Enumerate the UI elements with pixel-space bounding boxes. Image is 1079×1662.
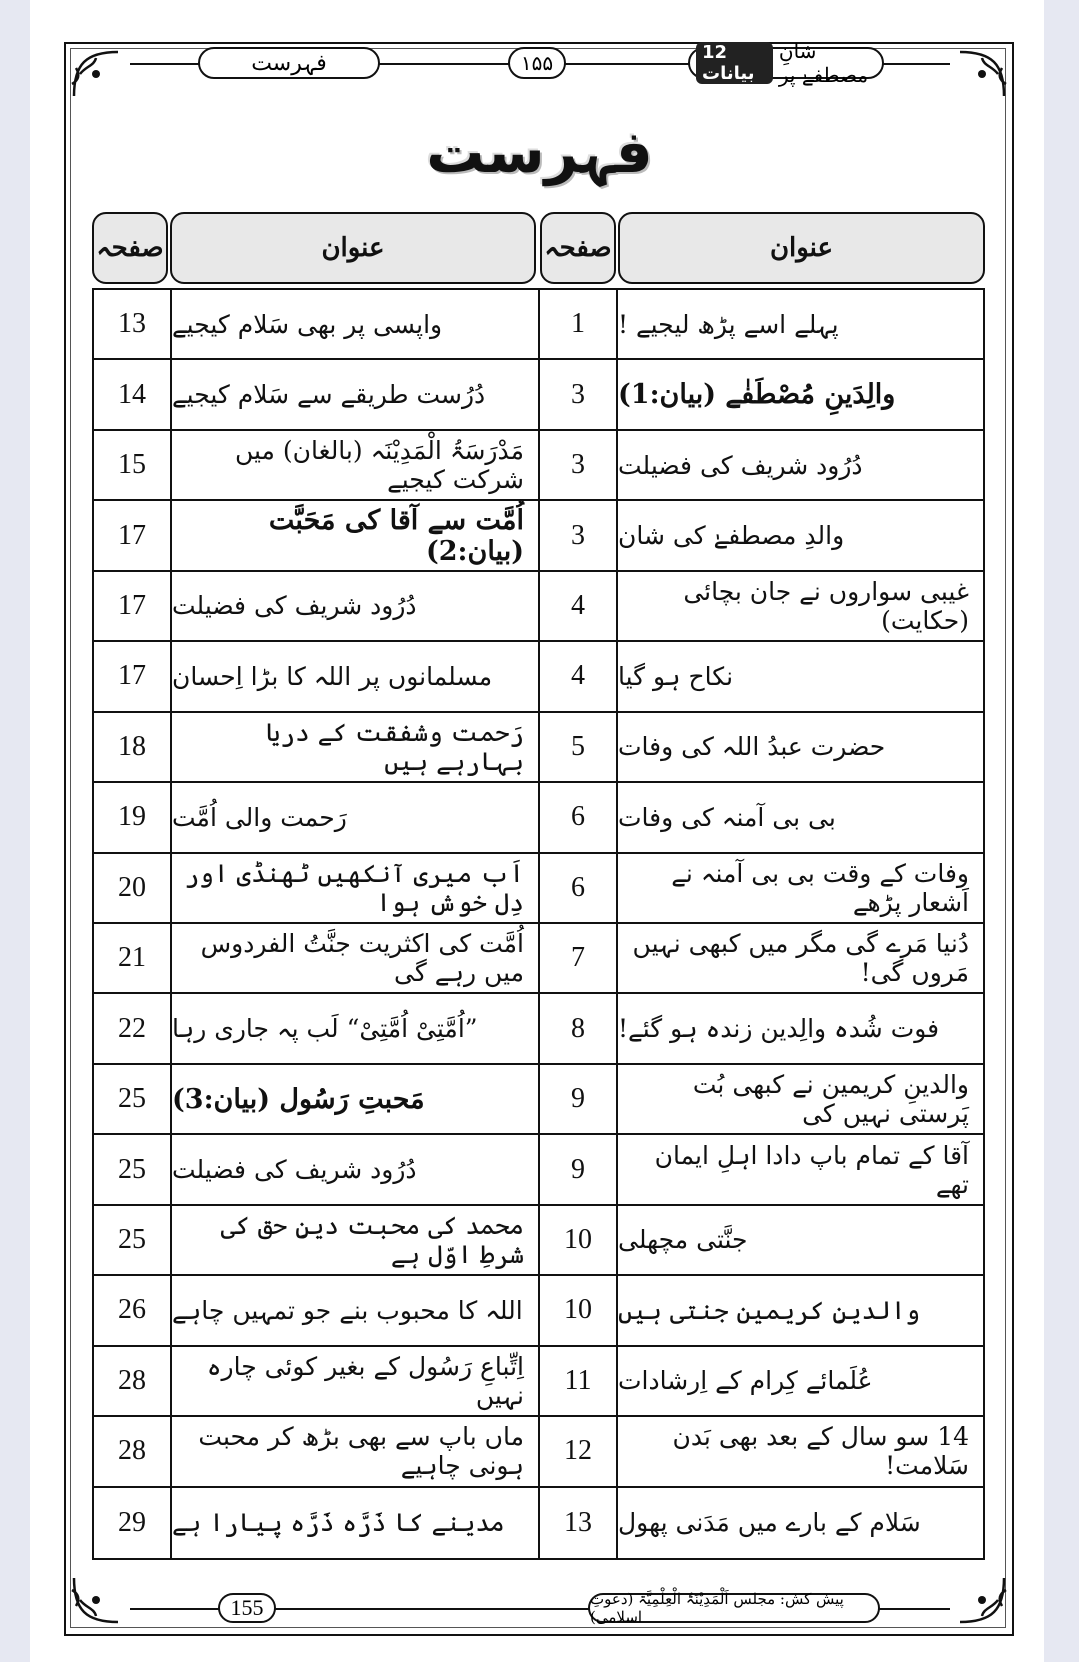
- left-title-cell: مدینے کا ذَرَّہ ذَرَّہ پیارا ہے: [172, 1508, 505, 1538]
- left-title-cell: ماں باپ سے بھی بڑھ کر محبت ہونی چاہیے: [198, 1422, 524, 1481]
- table-row: [94, 994, 983, 1064]
- right-title-cell: والدِ مصطفےٰ کی شان: [618, 521, 845, 551]
- corner-ornament-bottom-left: [66, 1570, 126, 1630]
- right-page-cell: 4: [571, 660, 585, 692]
- right-page-cell: 9: [571, 1153, 585, 1185]
- table-row: [94, 854, 983, 924]
- left-title-cell: رَحمت وشفقت کے دریا بہارہے ہیں: [265, 717, 524, 776]
- left-page-cell: 25: [118, 1223, 146, 1255]
- header-left-page: صفحہ: [92, 212, 168, 284]
- header-page-number: ١۵۵: [508, 47, 566, 79]
- right-page-cell: 8: [571, 1012, 585, 1044]
- left-page-cell: 25: [118, 1083, 146, 1115]
- table-row: [94, 360, 983, 430]
- left-title-cell: اللہ کا محبوب بنے جو تمہیں چاہے: [172, 1295, 523, 1325]
- right-page-cell: 6: [571, 801, 585, 833]
- right-title-cell: بی بی آمنہ کی وفات: [618, 802, 836, 832]
- left-page-cell: 25: [118, 1153, 146, 1185]
- right-page-cell: 10: [564, 1294, 592, 1326]
- table-row: [94, 1065, 983, 1135]
- table-row: [94, 1347, 983, 1417]
- header-section-label: فہرست: [198, 47, 380, 79]
- right-page-cell: 1: [571, 308, 585, 340]
- header-right-title: عنوان: [618, 212, 985, 284]
- right-title-cell: وفات کے وقت بی بی آمنہ نے اَشعار پڑھے: [671, 858, 969, 917]
- right-title-cell: فوت شُدہ والِدین زندہ ہو گئے!: [618, 1014, 940, 1044]
- table-row: [94, 924, 983, 994]
- table-row: [94, 713, 983, 783]
- left-page-cell: 13: [118, 308, 146, 340]
- left-page-cell: 26: [118, 1294, 146, 1326]
- right-page-cell: 13: [564, 1506, 592, 1538]
- right-page-cell: 3: [571, 519, 585, 551]
- left-page-cell: 21: [118, 942, 146, 974]
- corner-ornament-top-right: [952, 44, 1012, 104]
- right-title-cell: سَلام کے بارے میں مَدَنی پھول: [618, 1508, 921, 1538]
- right-title-cell: عُلَمائے کِرام کے اِرشادات: [618, 1366, 873, 1396]
- table-row: [94, 1276, 983, 1346]
- right-title-cell: والدینِ کریمین نے کبھی بُت پَرستی نہیں کی: [692, 1070, 969, 1129]
- right-page-cell: 5: [571, 730, 585, 762]
- left-page-cell: 19: [118, 801, 146, 833]
- table-row: [94, 783, 983, 853]
- right-page-cell: 3: [571, 378, 585, 410]
- table-row: [94, 1135, 983, 1205]
- right-title-cell: دُنیا مَرے گی مگر میں کبھی نہیں مَروں گی!: [632, 929, 969, 988]
- header-book-title: [688, 39, 884, 87]
- right-page-cell: 6: [571, 871, 585, 903]
- left-page-cell: 29: [118, 1506, 146, 1538]
- header-book-title-text: شانِ مصطفےٰ پر: [778, 39, 869, 87]
- left-page-cell: 20: [118, 871, 146, 903]
- corner-ornament-bottom-right: [952, 1570, 1012, 1630]
- right-title-cell: غیبی سواروں نے جان بچائی (حکایت): [683, 576, 969, 635]
- left-title-cell: دُرُست طریقے سے سَلام کیجیے: [172, 380, 486, 410]
- left-page-cell: 28: [118, 1364, 146, 1396]
- left-page-cell: 22: [118, 1012, 146, 1044]
- left-title-cell: اِتِّباعِ رَسُول کے بغیر کوئی چارہ نہیں: [206, 1351, 524, 1410]
- left-title-cell: اَب میری آنکھیں ٹھنڈی اور دِل خوش ہوا: [184, 858, 524, 917]
- right-title-cell: 14 سو سال کے بعد بھی بَدن سَلامت!: [672, 1422, 969, 1481]
- left-title-cell: محمد کی محبت دینِ حق کی شرطِ اوّل ہے: [220, 1210, 524, 1269]
- header-right-page: صفحہ: [540, 212, 616, 284]
- table-row: [94, 1206, 983, 1276]
- right-title-cell: نکاح ہو گیا: [618, 661, 734, 691]
- right-title-cell: والِدَینِ مُصْطَفٰے (بیان:1): [618, 379, 896, 411]
- left-page-cell: 17: [118, 589, 146, 621]
- left-title-cell: ”اُمَّتِیْ اُمَّتِیْ“ لَب پہ جاری رہا: [172, 1014, 478, 1044]
- header-book-badge: 12 بیانات: [696, 42, 773, 84]
- left-title-cell: اُمَّت سے آقا کی مَحَبَّت (بیان:2): [268, 504, 524, 567]
- right-title-cell: والدینِ کریمین جنتی ہیں: [618, 1295, 921, 1325]
- left-page-cell: 17: [118, 660, 146, 692]
- right-title-cell: پہلے اسے پڑھ لیجیے !: [618, 309, 839, 339]
- table-row: [94, 431, 983, 501]
- left-title-cell: مَدْرَسَۃُ الْمَدِیْنَہ (بالغان) میں شرکت کیجیے: [234, 436, 524, 495]
- table-row: [94, 642, 983, 712]
- left-page-cell: 28: [118, 1435, 146, 1467]
- right-page-cell: 4: [571, 589, 585, 621]
- left-title-cell: واپسی پر بھی سَلام کیجیے: [172, 309, 443, 339]
- right-title-cell: حضرت عبدُ اللہ کی وفات: [618, 732, 886, 762]
- contents-table: [92, 288, 985, 1560]
- left-title-cell: رَحمت والی اُمَّت: [172, 802, 347, 832]
- right-page-cell: 7: [571, 942, 585, 974]
- right-page-cell: 12: [564, 1435, 592, 1467]
- table-row: [94, 501, 983, 571]
- left-title-cell: اُمَّت کی اکثریت جنَّتُ الفردوس میں رہے گی: [200, 929, 524, 988]
- right-title-cell: دُرُود شریف کی فضیلت: [618, 450, 863, 480]
- right-page-cell: 9: [571, 1083, 585, 1115]
- left-page-cell: 18: [118, 730, 146, 762]
- right-page-cell: 11: [564, 1364, 592, 1396]
- table-row: [94, 1417, 983, 1487]
- footer-page-number: 155: [218, 1593, 276, 1623]
- right-page-cell: 3: [571, 449, 585, 481]
- left-page-cell: 17: [118, 519, 146, 551]
- left-title-cell: دُرُود شریف کی فضیلت: [172, 1155, 417, 1185]
- left-title-cell: مسلمانوں پر اللہ کا بڑا اِحسان: [172, 661, 493, 691]
- left-title-cell: دُرُود شریف کی فضیلت: [172, 591, 417, 621]
- page-title: فہرست: [426, 118, 653, 186]
- table-row: [94, 572, 983, 642]
- right-title-cell: آقا کے تمام باپ دادا اہلِ ایمان تھے: [654, 1140, 969, 1199]
- left-title-cell: مَحبتِ رَسُول (بیان:3): [172, 1083, 425, 1115]
- right-title-cell: جنَّتی مچھلی: [618, 1225, 748, 1255]
- table-row: [94, 290, 983, 360]
- right-page-cell: 10: [564, 1223, 592, 1255]
- table-row: [94, 1488, 983, 1558]
- footer-publisher: پیش کش: مجلس اَلْمَدِیْنَۃُ الْعِلْمِیَّۃ (دعوتِ اسلامی): [588, 1593, 880, 1623]
- left-page-cell: 15: [118, 449, 146, 481]
- header-left-title: عنوان: [170, 212, 536, 284]
- corner-ornament-top-left: [66, 44, 126, 104]
- left-page-cell: 14: [118, 378, 146, 410]
